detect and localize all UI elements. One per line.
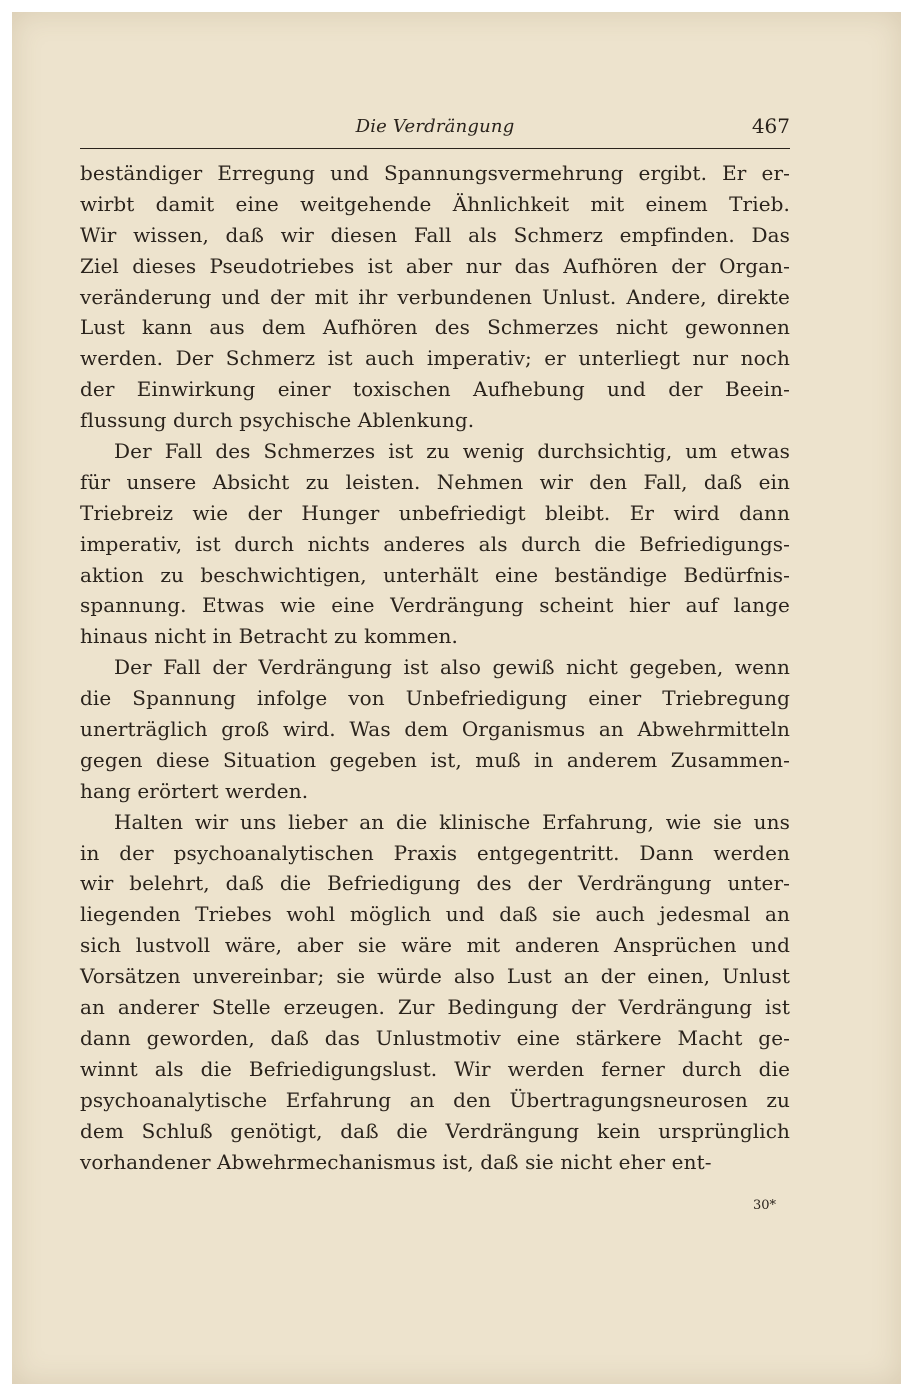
text-line: werden. Der Schmerz ist auch imperativ; er unterliegt nur noch (80, 346, 790, 371)
text-line: winnt als die Befriedigungslust. Wir werden ferner durch die (80, 1056, 790, 1081)
text-line: Lust kann aus dem Aufhören des Schmerzes nicht gewonnen (80, 315, 790, 340)
text-line: in der psychoanalytischen Praxis entgegentritt. Dann werden (80, 840, 790, 865)
text-line: hang erörtert werden. (80, 778, 309, 803)
header-rule (80, 148, 790, 149)
text-line: dem Schluß genötigt, daß die Verdrängung kein ursprünglich (80, 1118, 790, 1143)
running-title: Die Verdrängung (355, 116, 515, 137)
text-line: hinaus nicht in Betracht zu kommen. (80, 624, 458, 649)
text-line: vorhandener Abwehrmechanismus ist, daß sie nicht eher ent- (80, 1149, 712, 1174)
page-number: 467 (751, 114, 790, 138)
body-text (80, 158, 790, 1177)
text-line: unerträglich groß wird. Was dem Organismus an Abwehrmitteln (80, 717, 790, 742)
paragraph (80, 807, 790, 1178)
text-line: psychoanalytische Erfahrung an den Übertragungsneurosen zu (80, 1087, 790, 1112)
text-line: Ziel dieses Pseudotriebes ist aber nur das Aufhören der Organ- (80, 253, 790, 278)
text-line: dann geworden, daß das Unlustmotiv eine stärkere Macht ge- (80, 1025, 790, 1050)
text-line: die Spannung infolge von Unbefriedigung einer Triebregung (80, 686, 790, 711)
text-line: liegenden Triebes wohl möglich und daß sie auch jedesmal an (80, 902, 790, 927)
text-line: Triebreiz wie der Hunger unbefriedigt bleibt. Er wird dann (80, 500, 790, 525)
text-line: veränderung und der mit ihr verbundenen Unlust. Andere, direkte (80, 284, 790, 309)
text-line: an anderer Stelle erzeugen. Zur Bedingung der Verdrängung ist (80, 995, 790, 1020)
text-line: Der Fall der Verdrängung ist also gewiß nicht gegeben, wenn (114, 655, 790, 680)
text-line: Vorsätzen unvereinbar; sie würde also Lust an der einen, Unlust (80, 964, 790, 989)
text-line: imperativ, ist durch nichts anderes als durch die Befriedigungs- (80, 531, 790, 556)
text-line: Wir wissen, daß wir diesen Fall als Schmerz empfinden. Das (80, 222, 790, 247)
paragraph (80, 158, 790, 436)
text-line: sich lustvoll wäre, aber sie wäre mit anderen Ansprüchen und (80, 933, 790, 958)
text-line: wirbt damit eine weitgehende Ähnlichkeit mit einem Trieb. (80, 191, 790, 216)
text-line: der Einwirkung einer toxischen Aufhebung und der Beein- (80, 377, 790, 402)
text-line: spannung. Etwas wie eine Verdrängung scheint hier auf lange (80, 593, 790, 618)
text-line: wir belehrt, daß die Befriedigung des der Verdrängung unter- (80, 871, 790, 896)
book-page (12, 12, 901, 1384)
text-line: aktion zu beschwichtigen, unterhält eine beständige Bedürfnis- (80, 562, 790, 587)
text-line: für unsere Absicht zu leisten. Nehmen wir den Fall, daß ein (80, 469, 790, 494)
text-line: Der Fall des Schmerzes ist zu wenig durchsichtig, um etwas (114, 439, 790, 464)
text-line: beständiger Erregung und Spannungsvermehrung ergibt. Er er- (80, 161, 790, 185)
text-line: Halten wir uns lieber an die klinische Erfahrung, wie sie uns (114, 809, 790, 834)
text-line: flussung durch psychische Ablenkung. (80, 408, 475, 433)
paragraph (80, 652, 790, 806)
running-head (80, 114, 790, 144)
paragraph (80, 436, 790, 652)
signature-mark: 30* (752, 1198, 776, 1213)
text-line: gegen diese Situation gegeben ist, muß in anderem Zusammen- (80, 747, 790, 772)
